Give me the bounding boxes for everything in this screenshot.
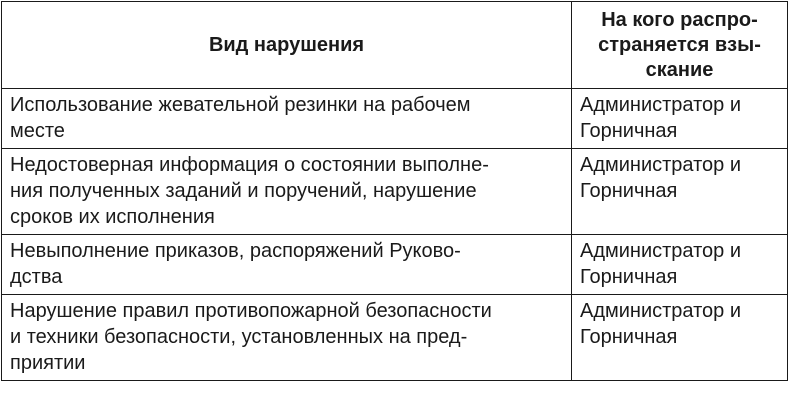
responsible-line: Администратор и [580, 94, 742, 116]
violation-line: дства [10, 266, 63, 288]
violation-line: Невыполнение приказов, распоряжений Руково- [10, 240, 461, 262]
violation-line: приятии [10, 352, 86, 374]
responsible-line: Администратор и [580, 154, 742, 176]
responsible-cell [572, 235, 788, 295]
table-row [2, 295, 788, 381]
table-header-row [2, 2, 788, 89]
header-responsible-line-1: На кого распро- [601, 8, 758, 31]
responsible-line: Горничная [580, 266, 678, 288]
violation-line: ния полученных заданий и поручений, нарушение [10, 180, 477, 202]
violation-line: сроков их исполнения [10, 206, 215, 228]
violation-line: и техники безопасности, установленных на пред- [10, 326, 468, 348]
violations-table [1, 1, 788, 381]
responsible-cell [572, 89, 788, 149]
violation-cell [2, 295, 572, 381]
responsible-line: Администратор и [580, 240, 742, 262]
table-row [2, 149, 788, 235]
violation-line: Использование жевательной резинки на рабочем [10, 94, 471, 116]
violation-line: Нарушение правил противопожарной безопасности [10, 300, 492, 322]
violation-line: Недостоверная информация о состоянии выполне- [10, 154, 489, 176]
responsible-line: Горничная [580, 180, 678, 202]
violation-cell [2, 149, 572, 235]
responsible-cell [572, 149, 788, 235]
header-responsible-line-2: страняется взы- [598, 33, 761, 56]
header-responsible [572, 2, 788, 89]
responsible-cell [572, 295, 788, 381]
table-row [2, 235, 788, 295]
header-responsible-line-3: скание [645, 58, 714, 81]
responsible-line: Горничная [580, 326, 678, 348]
violation-line: месте [10, 120, 65, 142]
responsible-line: Администратор и [580, 300, 742, 322]
header-violation-type: Вид нарушения [2, 2, 572, 89]
table-row [2, 89, 788, 149]
violation-cell [2, 235, 572, 295]
responsible-line: Горничная [580, 120, 678, 142]
violation-cell [2, 89, 572, 149]
